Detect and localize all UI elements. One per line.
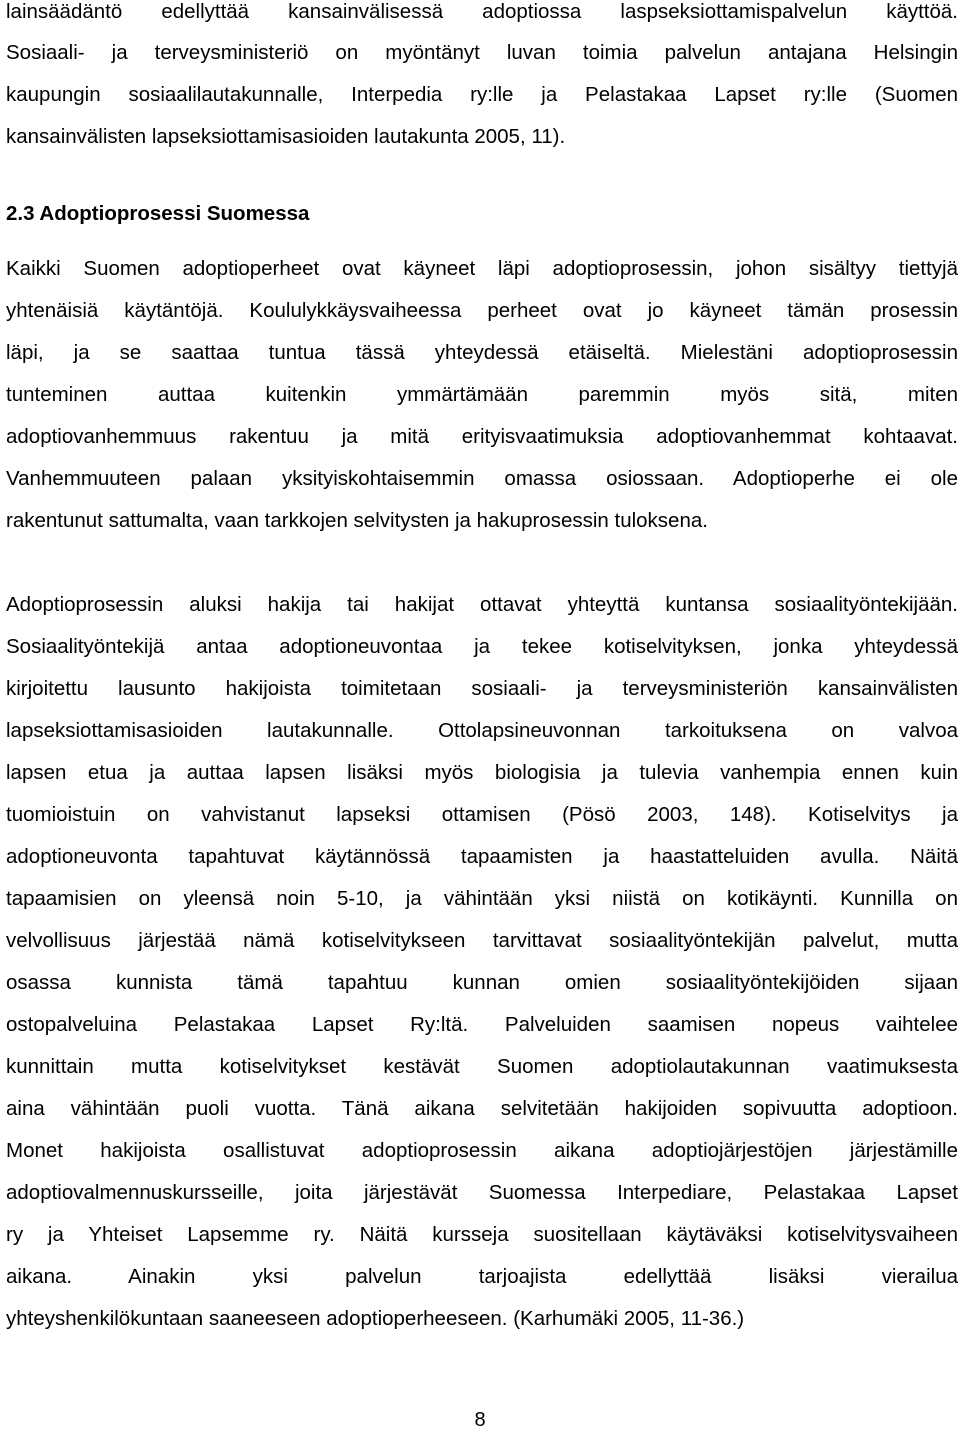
paragraph-line: Vanhemmuuteen palaan yksityiskohtaisemmin omassa osiossaan. Adoptioperhe ei ole: [6, 467, 958, 490]
paragraph-line: rakentunut sattumalta, vaan tarkkojen selvitysten ja hakuprosessin tuloksena.: [6, 509, 708, 532]
paragraph-line: aikana. Ainakin yksi palvelun tarjoajista edellyttää lisäksi vierailua: [6, 1265, 958, 1288]
page-number: 8: [474, 1409, 486, 1431]
section-heading: 2.3 Adoptioprosessi Suomessa: [6, 202, 310, 225]
paragraph-line: yhteyshenkilökuntaan saaneeseen adoptioperheeseen. (Karhumäki 2005, 11-36.): [6, 1307, 745, 1330]
paragraph-line: yhtenäisiä käytäntöjä. Koululykkäysvaiheessa perheet ovat jo käyneet tämän prosessin: [6, 299, 958, 322]
paragraph-line: läpi, ja se saattaa tuntua tässä yhteydessä etäiseltä. Mielestäni adoptioprosessin: [6, 341, 958, 364]
paragraph-line: kunnittain mutta kotiselvitykset kestävät Suomen adoptiolautakunnan vaatimuksesta: [6, 1055, 958, 1078]
paragraph-line: Sosiaali- ja terveysministeriö on myöntänyt luvan toimia palvelun antajana Helsingin: [6, 41, 958, 64]
paragraph-line: lapseksiottamisasioiden lautakunnalle. Ottolapsineuvonnan tarkoituksena on valvoa: [6, 719, 958, 742]
paragraph-line: tapaamisien on yleensä noin 5-10, ja vähintään yksi niistä on kotikäynti. Kunnilla on: [6, 887, 958, 910]
paragraph-line: adoptioneuvonta tapahtuvat käytännössä tapaamisten ja haastatteluiden avulla. Näitä: [6, 845, 958, 868]
paragraph-line: Sosiaalityöntekijä antaa adoptioneuvontaa ja tekee kotiselvityksen, jonka yhteydessä: [6, 635, 958, 658]
paragraph-line: kansainvälisten lapseksiottamisasioiden lautakunta 2005, 11).: [6, 125, 566, 148]
paragraph-line: lapsen etua ja auttaa lapsen lisäksi myös biologisia ja tulevia vanhempia ennen kuin: [6, 761, 958, 784]
paragraph-line: lainsäädäntö edellyttää kansainvälisessä adoptiossa laspseksiottamispalvelun käyttöä.: [6, 0, 958, 23]
paragraph-line: ostopalveluina Pelastakaa Lapset Ry:ltä. Palveluiden saamisen nopeus vaihtelee: [6, 1013, 958, 1036]
paragraph-line: aina vähintään puoli vuotta. Tänä aikana selvitetään hakijoiden sopivuutta adoptioon.: [6, 1097, 958, 1120]
paragraph-line: velvollisuus järjestää nämä kotiselvitykseen tarvittavat sosiaalityöntekijän palvelut, mutta: [6, 929, 958, 952]
paragraph-line: adoptiovanhemmuus rakentuu ja mitä erityisvaatimuksia adoptiovanhemmat kohtaavat.: [6, 425, 958, 448]
paragraph-line: osassa kunnista tämä tapahtuu kunnan omien sosiaalityöntekijöiden sijaan: [6, 971, 958, 994]
paragraph-line: Monet hakijoista osallistuvat adoptioprosessin aikana adoptiojärjestöjen järjestämille: [6, 1139, 958, 1162]
paragraph-line: tuomioistuin on vahvistanut lapseksi ottamisen (Pösö 2003, 148). Kotiselvitys ja: [6, 803, 958, 826]
paragraph-line: adoptiovalmennuskursseille, joita järjestävät Suomessa Interpediare, Pelastakaa Lapset: [6, 1181, 958, 1204]
paragraph-line: Kaikki Suomen adoptioperheet ovat käyneet läpi adoptioprosessin, johon sisältyy tiettyjä: [6, 257, 958, 280]
paragraph-line: kirjoitettu lausunto hakijoista toimitetaan sosiaali- ja terveysministeriön kansainvälisten: [6, 677, 958, 700]
paragraph-line: Adoptioprosessin aluksi hakija tai hakijat ottavat yhteyttä kuntansa sosiaalityöntekijään.: [6, 593, 958, 616]
paragraph-line: tunteminen auttaa kuitenkin ymmärtämään paremmin myös sitä, miten: [6, 383, 958, 406]
paragraph-line: ry ja Yhteiset Lapsemme ry. Näitä kursseja suositellaan käytäväksi kotiselvitysvaiheen: [6, 1223, 958, 1246]
paragraph-line: kaupungin sosiaalilautakunnalle, Interpedia ry:lle ja Pelastakaa Lapset ry:lle (Suomen: [6, 83, 958, 106]
